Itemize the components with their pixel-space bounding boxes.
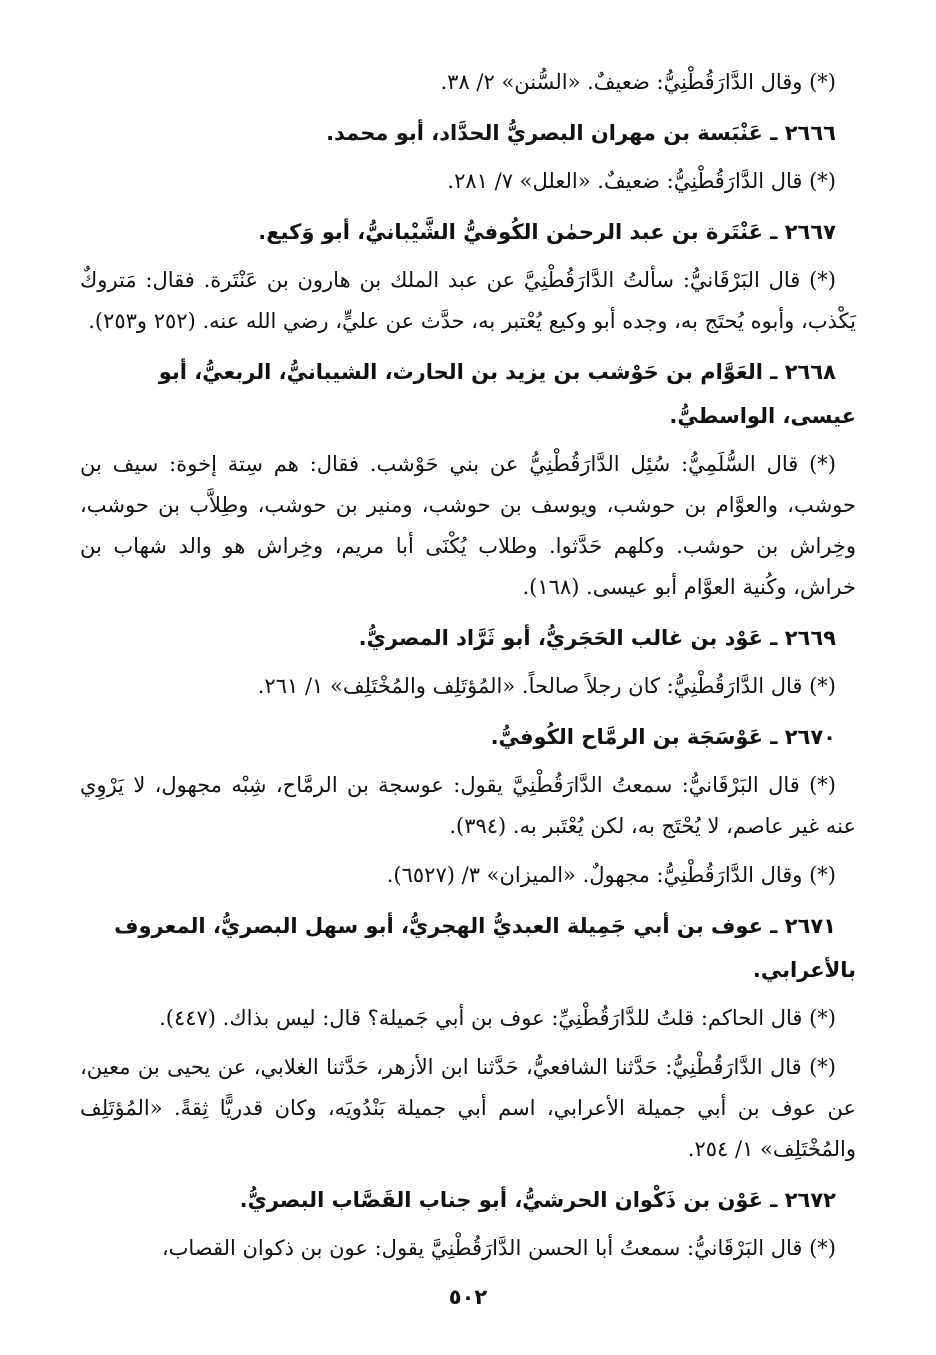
entry-title-2672: ٢٦٧٢ ـ عَوْن بن ذَكْوان الحرشيُّ، أبو جناب القَصَّاب البصريُّ. [239, 1188, 836, 1212]
page-body [80, 62, 856, 1269]
page-number: ٥٠٢ [448, 1285, 488, 1309]
entry-title-2666: ٢٦٦٦ ـ عَنْبَسة بن مهران البصريُّ الحدَّاد، أبو محمد. [326, 121, 836, 145]
note-paragraph: (*) قال البَرْقَانيُّ: سمعتُ أبا الحسن الدَّارَقُطْنِيَّ يقول: عون بن ذكوان القصاب، [161, 1236, 836, 1260]
note-paragraph: (*) قال البَرْقَانيُّ: سألتُ الدَّارَقُطْنِيَّ عن عبد الملك بن هارون بن عَنْتَرة. فقال: مَتروكٌ يَكْذب، وأبوه يُحتَج به، وجده أبو وكيع يُعْتبر به، حدَّث عن عليٍّ، رضي الله عنه. (٢٥٢ و٢٥٣). [80, 268, 856, 333]
entry-title-2670: ٢٦٧٠ ـ عَوْسَجَة بن الرمَّاح الكُوفيُّ. [490, 725, 836, 749]
note-paragraph: (*) قال الدَّارَقُطْنِيُّ: حَدَّثنا الشافعيُّ، حَدَّثنا ابن الأزهر، حَدَّثنا الغلابي، عن يحيى بن معين، عن عوف بن أبي جميلة الأعرابي، اسم أبي جميلة بَنْدُويَه، وكان قدريًّا ثِقةً. «المُؤتَلِف والمُخْتَلِف» ١/ ٢٥٤. [80, 1055, 856, 1161]
entry-title-2668: ٢٦٦٨ ـ العَوَّام بن حَوْشب بن يزيد بن الحارث، الشيبانيُّ، الربعيُّ، أبو عيسى، الواسطيُّ. [158, 360, 856, 428]
note-paragraph: (*) قال الحاكم: قلتُ للدَّارَقُطْنِيِّ: عوف بن أبي جَميلة؟ قال: ليس بذاك. (٤٤٧). [159, 1006, 836, 1030]
note-paragraph: (*) قال الدَّارَقُطْنِيُّ: ضعيفٌ. «العلل» ٧/ ٢٨١. [447, 169, 836, 193]
note-paragraph: (*) قال السُّلَمِيُّ: سُئِل الدَّارَقُطْنِيُّ عن بني حَوْشب. فقال: هم سِتة إخوة: سيف بن حوشب، والعوَّام بن حوشب، ويوسف بن حوشب، ومنير بن حوشب، وطِلاَّب بن حوشب، وخِراش بن حوشب. وكلهم حَدَّثوا. وطلاب يُكْنَى أبا مريم، وخِراش هو والد شهاب بن خراش، وكُنية العوَّام أبو عيسى. (١٦٨). [80, 452, 856, 599]
note-paragraph: (*) قال الدَّارَقُطْنِيُّ: كان رجلاً صالحاً. «المُؤتَلِف والمُخْتَلِف» ١/ ٢٦١. [257, 674, 836, 698]
entry-title-2669: ٢٦٦٩ ـ عَوْد بن غالب الحَجَريُّ، أبو ثَرَّاد المصريُّ. [358, 626, 836, 650]
entry-title-2671: ٢٦٧١ ـ عوف بن أبي جَمِيلة العبديُّ الهجريُّ، أبو سهل البصريُّ، المعروف بالأعرابي. [114, 914, 856, 982]
entry-title-2667: ٢٦٦٧ ـ عَنْتَرة بن عبد الرحمٰن الكُوفيُّ الشَّيْبانيُّ، أبو وَكيع. [258, 220, 836, 244]
note-paragraph: (*) وقال الدَّارَقُطْنِيُّ: ضعيفٌ. «السُّنن» ٢/ ٣٨. [440, 70, 836, 94]
note-paragraph: (*) وقال الدَّارَقُطْنِيُّ: مجهولٌ. «الميزان» ٣/ (٦٥٢٧). [386, 863, 836, 887]
note-paragraph: (*) قال البَرْقَانيُّ: سمعتُ الدَّارَقُطْنِيَّ يقول: عوسجة بن الرمَّاح، شِبْه مجهول، لا يَرْوِي عنه غير عاصم، لا يُحْتَج به، لكن يُعْتَبر به. (٣٩٤). [80, 773, 856, 838]
